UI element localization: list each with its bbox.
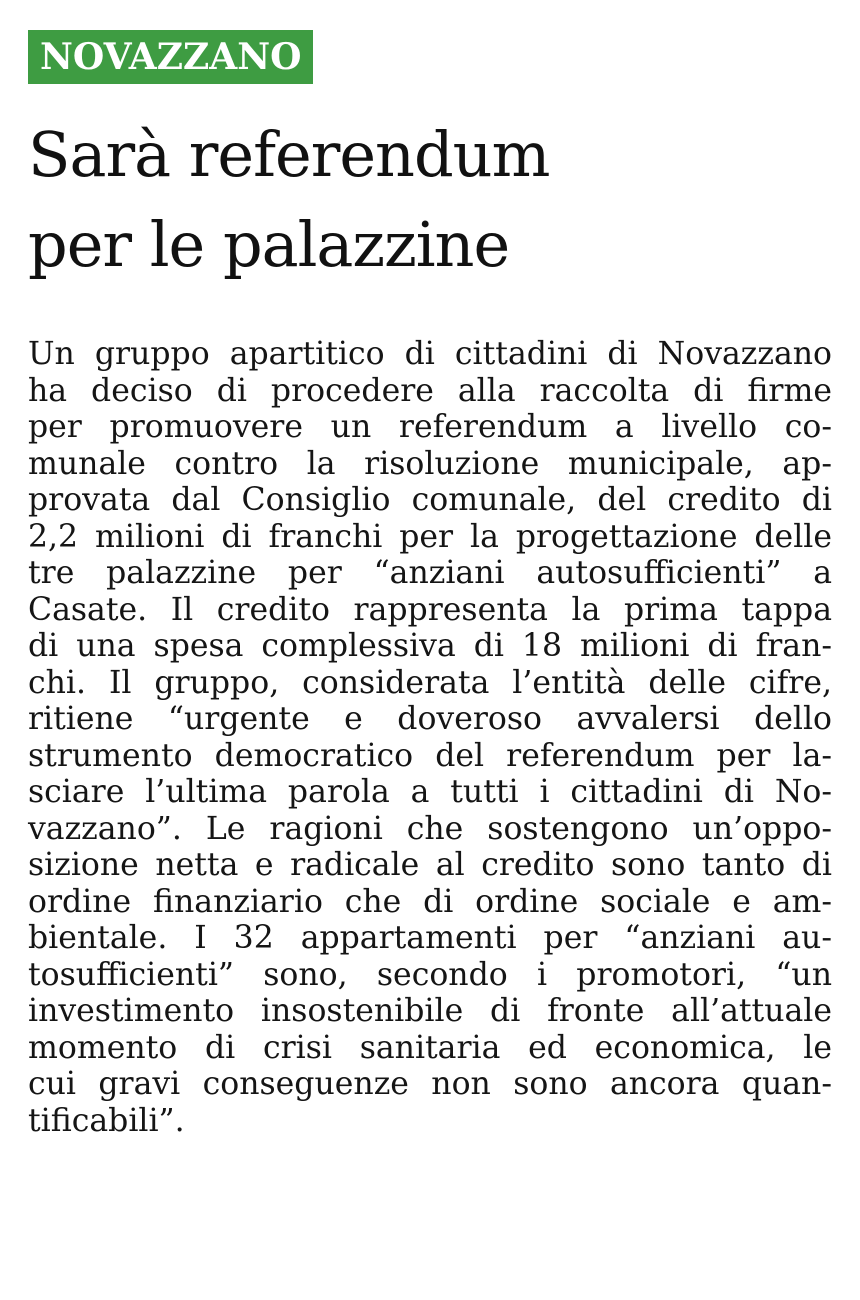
article (28, 30, 832, 1139)
body-line: chi. Il gruppo, considerata l’entità delle cifre, (28, 664, 832, 701)
body-line: Casate. Il credito rappresenta la prima tappa (28, 591, 832, 628)
body-line: strumento democratico del referendum per la- (28, 737, 832, 774)
body-line: provata dal Consiglio comunale, del credito di (28, 482, 832, 518)
body-line: per promuovere un referendum a livello co- (28, 409, 832, 445)
body-line: sciare l’ultima parola a tutti i cittadini di No- (28, 774, 832, 810)
body-line: Un gruppo apartitico di cittadini di Novazzano (28, 336, 832, 372)
body-line: bientale. I 32 appartamenti per “anziani au- (28, 920, 832, 956)
body-line: sizione netta e radicale al credito sono tanto di (28, 847, 832, 883)
body-line: vazzano”. Le ragioni che sostengono un’oppo- (28, 810, 832, 847)
body-line: cui gravi conseguenze non sono ancora quan- (28, 1066, 832, 1102)
body-line: tre palazzine per “anziani autosufficienti” a (28, 555, 832, 591)
body-line: ritiene “urgente e doveroso avvalersi dello (28, 701, 832, 737)
body-line: investimento insostenibile di fronte all’attuale (28, 993, 832, 1029)
body-line: ordine finanziario che di ordine sociale e am- (28, 883, 832, 920)
body-line: ha deciso di procedere alla raccolta di firme (28, 372, 832, 409)
article-body (28, 336, 832, 1139)
headline-line: Sarà referendum (28, 118, 550, 191)
body-line: momento di crisi sanitaria ed economica, le (28, 1029, 832, 1066)
headline (28, 110, 832, 290)
headline-line: per le palazzine (28, 208, 510, 281)
body-line: tificabili”. (28, 1102, 185, 1139)
body-line: tosufficienti” sono, secondo i promotori, “un (28, 956, 832, 993)
section-kicker: NOVAZZANO (28, 30, 313, 84)
body-line: munale contro la risoluzione municipale, ap- (28, 445, 832, 482)
body-line: di una spesa complessiva di 18 milioni di fran- (28, 628, 832, 664)
body-line: 2,2 milioni di franchi per la progettazione delle (28, 518, 832, 555)
